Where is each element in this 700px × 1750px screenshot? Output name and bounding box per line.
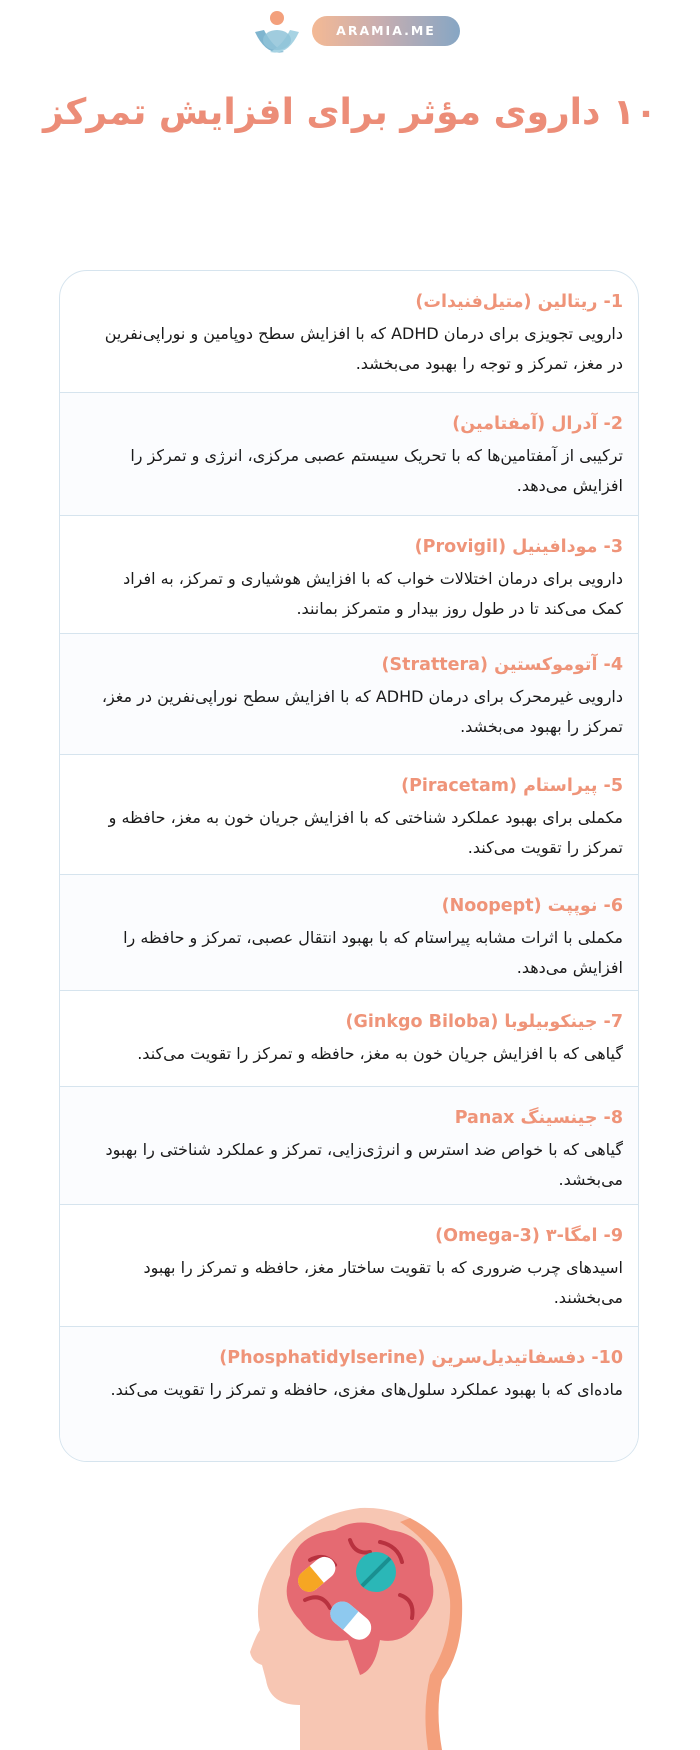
list-item [60, 1327, 638, 1461]
item-title: 1- ریتالین (متیل‌فنیدات) [415, 292, 623, 312]
drug-list-card [59, 270, 639, 1462]
item-description: اسیدهای چرب ضروری که با تقویت ساختار مغز، حافظه و تمرکز را بهبود می‌بخشند. [143, 1258, 623, 1307]
item-description: گیاهی که با افزایش جریان خون به مغز، حافظه و تمرکز را تقویت می‌کند. [137, 1044, 623, 1063]
item-description: مکملی برای بهبود عملکرد شناختی که با افزایش جریان خون به مغز، حافظه و تمرکز را تقویت می‌کند. [108, 808, 623, 857]
logo-icon [252, 8, 302, 56]
item-title: 7- جینکوبیلوبا (Ginkgo Biloba) [345, 1012, 623, 1032]
item-title: 2- آدرال (آمفتامین) [452, 414, 623, 434]
brand-badge[interactable]: ARAMIA.ME [312, 16, 460, 46]
item-title: 10- دفسفاتیدیل‌سرین (Phosphatidylserine) [219, 1348, 623, 1368]
item-description: گیاهی که با خواص ضد استرس و انرژی‌زایی، تمرکز و عملکرد شناختی را بهبود می‌بخشد. [105, 1140, 623, 1189]
list-item [60, 875, 638, 991]
item-title: 5- پیراستام (Piracetam) [401, 776, 623, 796]
item-title: 8- جینسینگ Panax [454, 1108, 623, 1128]
list-item [60, 271, 638, 393]
list-item [60, 755, 638, 875]
item-description: دارویی تجویزی برای درمان ADHD که با افزایش سطح دوپامین و نوراپی‌نفرین در مغز، تمرکز و توجه را بهبود می‌بخشد. [104, 324, 623, 373]
item-title: 6- نوپپت (Noopept) [441, 896, 623, 916]
list-item [60, 516, 638, 634]
item-description: ترکیبی از آمفتامین‌ها که با تحریک سیستم عصبی مرکزی، انرژی و تمرکز را افزایش می‌دهد. [130, 446, 623, 495]
list-item [60, 1087, 638, 1205]
list-item [60, 393, 638, 516]
list-item [60, 634, 638, 755]
item-description: دارویی غیرمحرک برای درمان ADHD که با افزایش سطح نوراپی‌نفرین در مغز، تمرکز را بهبود می‌بخشد. [101, 687, 623, 736]
head-brain-pills-icon [230, 1480, 470, 1750]
item-description: دارویی برای درمان اختلالات خواب که با افزایش هوشیاری و تمرکز، به افراد کمک می‌کند تا در طول روز بیدار و متمرکز بمانند. [123, 569, 623, 618]
header [0, 0, 700, 60]
page-title: ۱۰ داروی مؤثر برای افزایش تمرکز [43, 92, 657, 133]
item-title: 3- مودافینیل (Provigil) [414, 537, 623, 557]
item-title: 9- امگا-۳ (Omega-3) [435, 1226, 623, 1246]
item-description: ماده‌ای که با بهبود عملکرد سلول‌های مغزی، حافظه و تمرکز را تقویت می‌کند. [110, 1380, 623, 1399]
list-item [60, 991, 638, 1087]
item-description: مکملی با اثرات مشابه پیراستام که با بهبود انتقال عصبی، تمرکز و حافظه را افزایش می‌دهد. [123, 928, 623, 977]
item-title: 4- آتوموکستین (Strattera) [381, 655, 623, 675]
list-item [60, 1205, 638, 1327]
